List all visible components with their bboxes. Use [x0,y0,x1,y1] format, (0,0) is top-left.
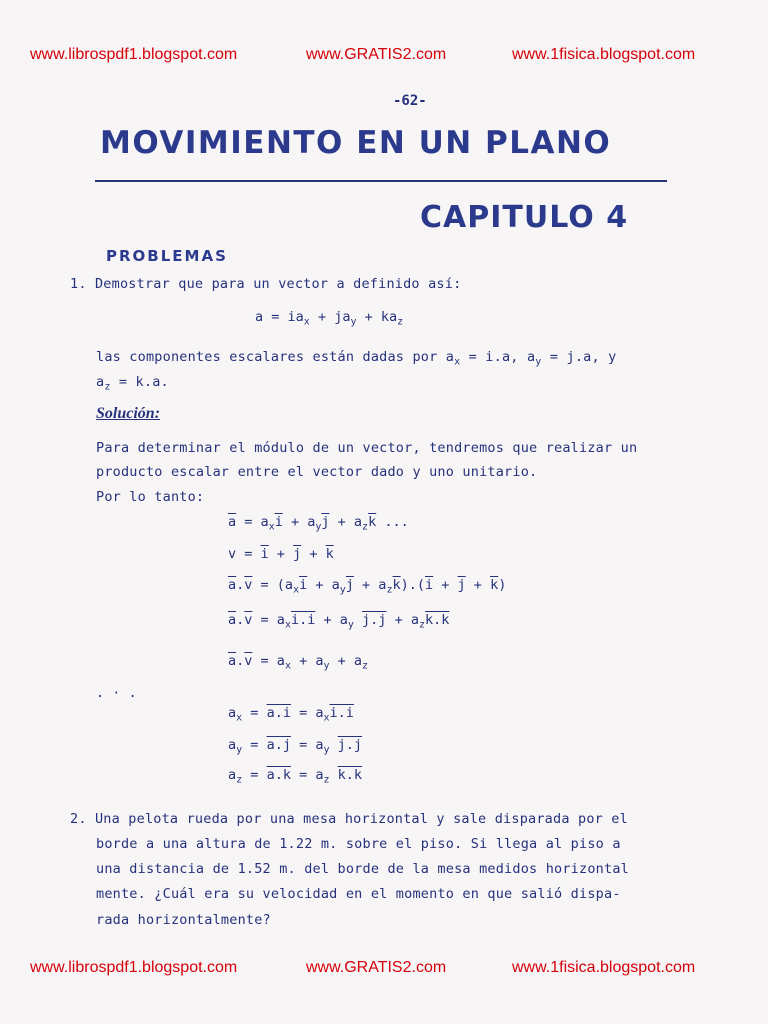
result-line-y: $a_y = a.j = a_y$ j.j [228,737,363,756]
problem-1-components-line-2: $a_z = k.a$. [96,374,169,393]
section-heading: PROBLEMAS [106,247,228,265]
solution-line-3: Por lo tanto: [96,489,205,505]
page-number: -62- [393,93,427,109]
watermark-link-librospdf1-bottom[interactable]: www.librospdf1.blogspot.com [30,959,238,976]
chapter-heading: CAPITULO 4 [420,200,629,235]
result-line-z: $a_z = a.k = a_z$ k.k [228,767,363,786]
problem-1-components-line-1: las componentes escalares están dadas por $a_x = i.a$, $a_y = j.a$, y [96,349,617,368]
watermark-link-gratis2-bottom[interactable]: www.GRATIS2.com [306,959,447,976]
derivation-line-2: $v = \overline{i} + \overline{j} + \overline{k}$ [228,546,334,562]
derivation-line-3: $\overline{a}.\overline{v} = (a_x\overline{i} + a_y\overline{j} + a_z\overline{k}).(\overline{i} + \overline{j} + \overline{k})$ [228,577,507,596]
problem-2-line-4: mente. ¿Cuál era su velocidad en el momento en que salió dispa- [96,886,621,902]
problem-2-line-3: una distancia de 1.52 m. del borde de la mesa medidos horizontal [96,861,629,877]
page-title: MOVIMIENTO EN UN PLANO [100,125,612,161]
result-line-x: $a_x = a.i = a_xi.i$ [228,705,354,724]
solution-line-1: Para determinar el módulo de un vector, tendremos que realizar un [96,440,638,456]
equation-text: $a = ia_x + ja_y + ka_z$ [255,309,404,328]
solution-line-2: producto escalar entre el vector dado y uno unitario. [96,464,538,480]
solution-label: Solución: [96,405,161,422]
watermark-link-1fisica-top[interactable]: www.1fisica.blogspot.com [512,46,696,63]
problem-1-equation [255,309,403,328]
therefore-symbol: . · . [96,685,137,701]
watermark-link-librospdf1-top[interactable]: www.librospdf1.blogspot.com [30,46,238,63]
watermark-link-1fisica-bottom[interactable]: www.1fisica.blogspot.com [512,959,696,976]
watermark-link-gratis2-top[interactable]: www.GRATIS2.com [306,46,447,63]
problem-1-statement: 1. Demostrar que para un vector a definido así: [70,276,462,292]
derivation-line-5: $\overline{a}.\overline{v} = a_x + a_y + a_z$ [228,653,369,672]
problem-2-line-5: rada horizontalmente? [96,912,271,928]
problem-2-line-2: borde a una altura de 1.22 m. sobre el piso. Si llega al piso a [96,836,621,852]
title-underline [95,180,667,182]
derivation-line-1: $\overline{a} = a_x\overline{i} + a_y\overline{j} + a_z\overline{k}$ ... [228,514,409,533]
derivation-line-4: $\overline{a}.\overline{v} = a_xi.i + a_y$ $j.j + a_zk.k$ [228,612,450,631]
problem-2-line-1: 2. Una pelota rueda por una mesa horizontal y sale disparada por el [70,811,628,827]
